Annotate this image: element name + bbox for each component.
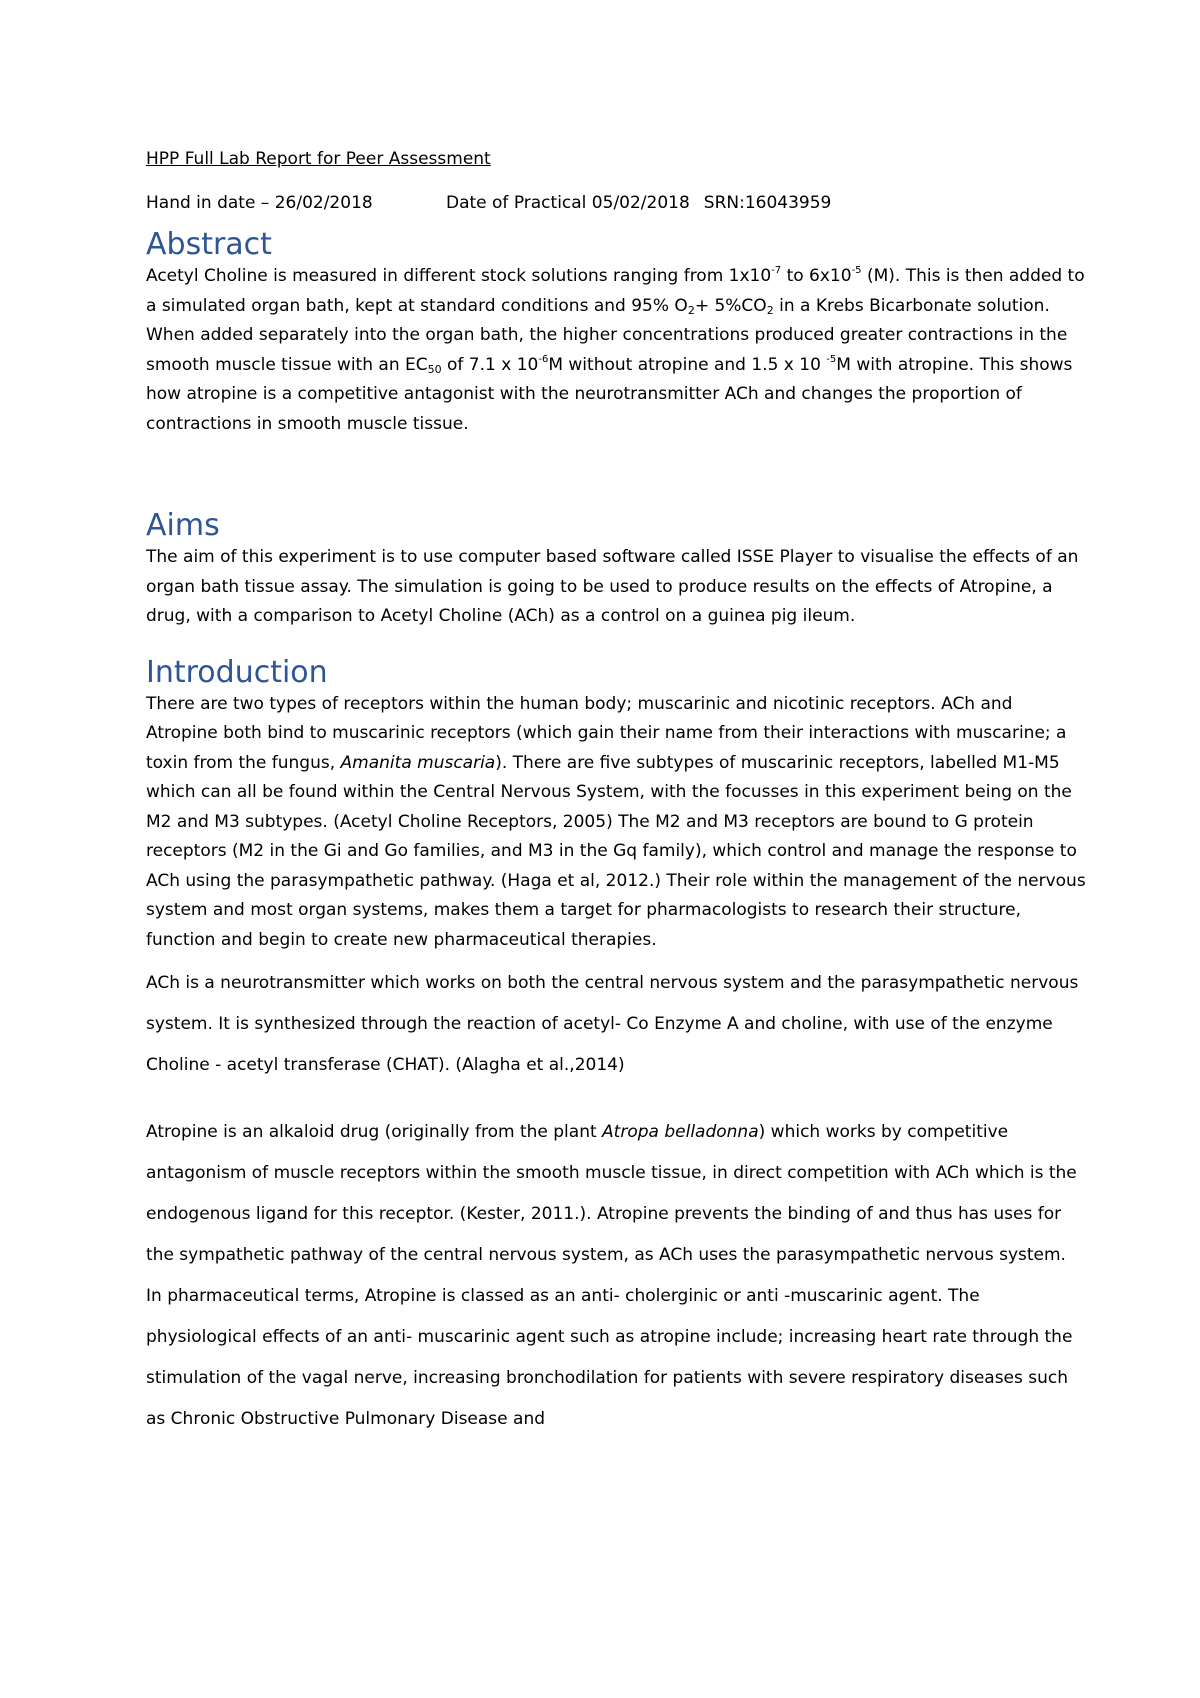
- exponent-2: -5: [851, 265, 862, 276]
- subscript-co2: 2: [766, 303, 774, 317]
- practical-date: Date of Practical 05/02/2018: [446, 193, 690, 213]
- species-name-atropa: Atropa belladonna: [602, 1122, 759, 1142]
- abstract-text-8: M with atropine. This shows how atropine is a competitive antagonist with the neurotransmitter ACh and changes the proportion of contractions in smooth muscle tissue.: [146, 354, 1073, 434]
- exponent-3: -6: [538, 353, 549, 365]
- aims-paragraph: The aim of this experiment is to use computer based software called ISSE Player to visualise the effects of an organ bath tissue assay. The simulation is going to be used to produce results on the effects of Atropine, a drug, with a comparison to Acetyl Choline (ACh) as a control on a guinea pig ileum.: [146, 547, 1079, 626]
- document-title: HPP Full Lab Report for Peer Assessment: [146, 149, 491, 169]
- intro-p1-text-a: There are two types of receptors within the human body; muscarinic and nicotinic receptors. ACh and Atropine both bind to muscarinic receptors (which gain their name from their interactions with muscarine; a toxin from the fungus,: [146, 693, 1067, 773]
- srn-number: SRN:16043959: [703, 193, 832, 213]
- introduction-paragraph-2: ACh is a neurotransmitter which works on both the central nervous system and the parasympathetic nervous system. It is synthesized through the reaction of acetyl- Co Enzyme A and choline, with use of the enzyme Choline - acetyl transferase (CHAT). (Alagha et al.,2014): [146, 973, 1079, 1075]
- introduction-heading: Introduction: [146, 654, 328, 690]
- abstract-text-4: + 5%CO: [694, 295, 767, 316]
- abstract-paragraph: [146, 262, 1086, 439]
- introduction-paragraph-3: [146, 1112, 1086, 1440]
- abstract-text-3: (M). This is then added to a simulated organ bath, kept at standard conditions and 95% O: [146, 266, 1085, 316]
- introduction-paragraph-1: [146, 690, 1086, 956]
- exponent-4: -5: [826, 353, 837, 365]
- document-meta-line: [146, 192, 1086, 214]
- hand-in-date: Hand in date – 26/02/2018: [146, 193, 373, 213]
- abstract-text-1: Acetyl Choline is measured in different stock solutions ranging from 1x10: [146, 266, 772, 286]
- subscript-o2: 2: [687, 303, 695, 317]
- intro-p3-text-b: ) which works by competitive antagonism of muscle receptors within the smooth muscle tissue, in direct competition with ACh which is the endogenous ligand for this receptor. (Kester, 2011.). Atropine prevents the binding of and thus has uses for the sympathetic pathway of the central nervous system, as ACh uses the parasympathetic nervous system. In pharmaceutical terms, Atropine is classed as an anti- cholerginic or anti -muscarinic agent. The physiological effects of an anti- muscarinic agent such as atropine include; increasing heart rate through the stimulation of the vagal nerve, increasing bronchodilation for patients with severe respiratory diseases such as Chronic Obstructive Pulmonary Disease and: [146, 1122, 1077, 1429]
- exponent-1: -7: [771, 265, 782, 276]
- species-name-amanita: Amanita muscaria: [340, 752, 496, 773]
- subscript-ec50: 50: [427, 362, 442, 376]
- abstract-text-7: M without atropine and 1.5 x 10: [548, 354, 827, 375]
- document-body: [146, 148, 1086, 1440]
- abstract-text-5: in a Krebs Bicarbonate solution. When added separately into the organ bath, the higher concentrations produced greater contractions in the smooth muscle tissue with an EC: [146, 295, 1068, 375]
- intro-p1-text-b: ). There are five subtypes of muscarinic receptors, labelled M1-M5 which can all be found within the Central Nervous System, with the focusses in this experiment being on the M2 and M3 subtypes. (Acetyl Choline Receptors, 2005) The M2 and M3 receptors are bound to G protein receptors (M2 in the Gi and Go families, and M3 in the Gq family), which control and manage the response to ACh using the parasympathetic pathway. (Haga et al, 2012.) Their role within the management of the nervous system and most organ systems, makes them a target for pharmacologists to research their structure, function and begin to create new pharmaceutical therapies.: [146, 752, 1086, 950]
- intro-p3-text-a: Atropine is an alkaloid drug (originally from the plant: [146, 1122, 603, 1142]
- abstract-text-2: to 6x10: [781, 266, 852, 286]
- aims-heading: Aims: [146, 508, 220, 543]
- abstract-heading: Abstract: [146, 227, 272, 262]
- abstract-text-6: of 7.1 x 10: [441, 354, 539, 375]
